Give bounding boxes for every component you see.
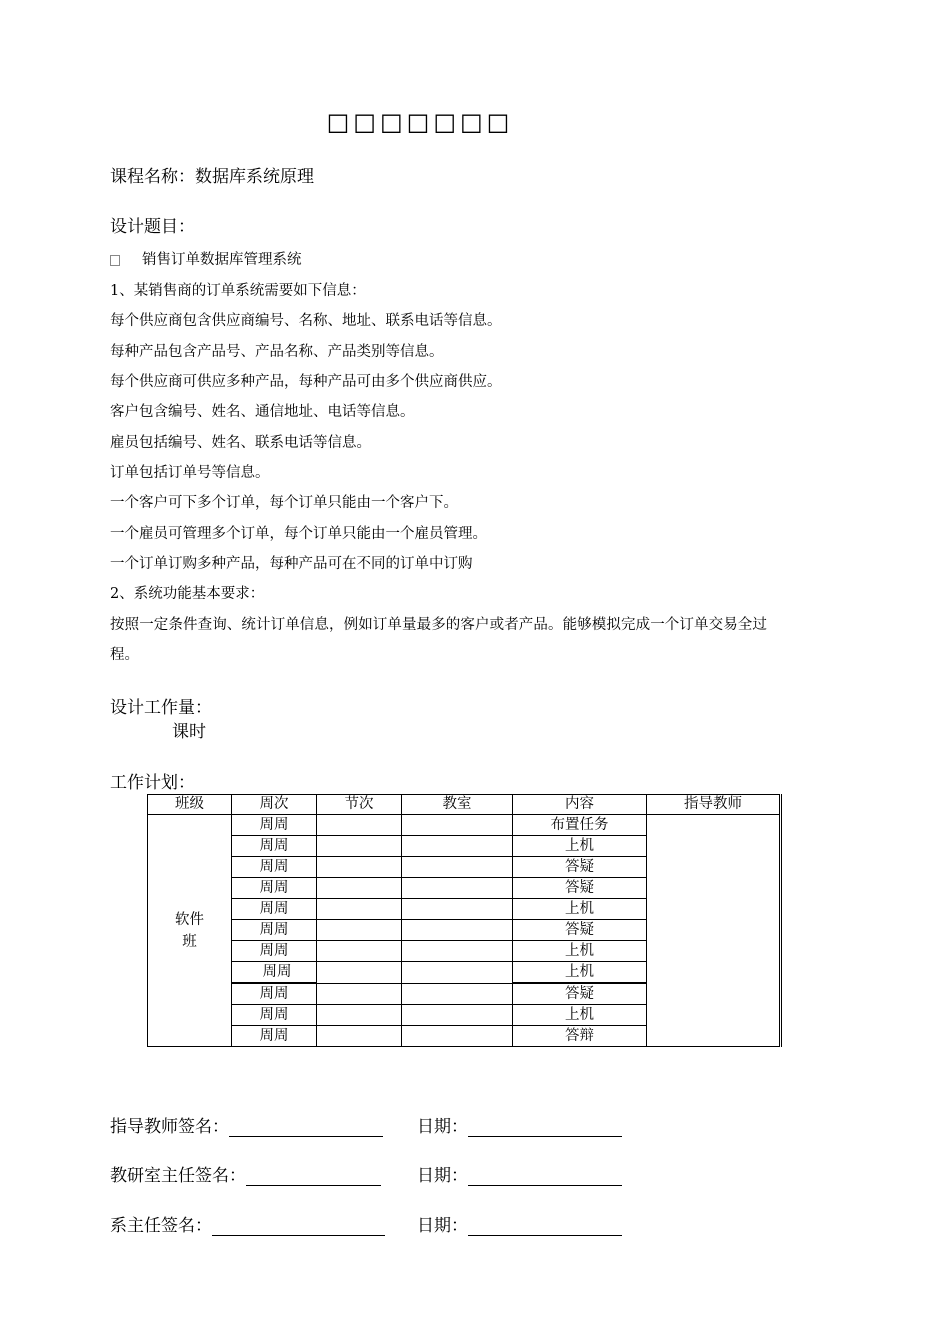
week-cell: 周周	[232, 983, 317, 1005]
topic-line: 一个客户可下多个订单，每个订单只能由一个客户下。	[110, 495, 458, 511]
header-classroom: 教室	[402, 795, 513, 815]
topic-line: 客户包含编号、姓名、通信地址、电话等信息。	[110, 404, 415, 420]
header-week: 周次	[232, 795, 317, 815]
session-cell	[317, 941, 402, 962]
header-instructor: 指导教师	[647, 795, 780, 815]
session-cell	[317, 1005, 402, 1026]
director-signature-field[interactable]	[246, 1165, 381, 1186]
classroom-cell	[402, 962, 513, 984]
topic-line: 每种产品包含产品号、产品名称、产品类别等信息。	[110, 344, 444, 360]
page-title: □□□□□□□	[326, 108, 514, 136]
classroom-cell	[402, 878, 513, 899]
course-value: 数据库系统原理	[195, 167, 314, 187]
session-cell	[317, 983, 402, 1005]
signature-row	[110, 1161, 381, 1186]
week-cell: 周周	[232, 1005, 317, 1026]
topic-line: 按照一定条件查询、统计订单信息，例如订单量最多的客户或者产品。能够模拟完成一个订单交易全过	[110, 617, 767, 633]
dept-head-signature-field[interactable]	[212, 1215, 385, 1236]
classroom-cell	[402, 983, 513, 1005]
classroom-cell	[402, 857, 513, 878]
topic-line: 雇员包括编号、姓名、联系电话等信息。	[110, 435, 371, 451]
topic-line: 2、系统功能基本要求：	[110, 586, 265, 602]
signature-row	[110, 1112, 383, 1137]
classroom-cell	[402, 836, 513, 857]
classroom-cell	[402, 1026, 513, 1047]
week-cell: 周周	[232, 878, 317, 899]
instructor-signature-field[interactable]	[229, 1116, 383, 1137]
table-right-border	[781, 794, 782, 1047]
content-cell: 上机	[513, 962, 647, 984]
week-cell: 周周	[232, 899, 317, 920]
topic-line: 1、某销售商的订单系统需要如下信息：	[110, 283, 366, 299]
week-cell: 周周	[232, 962, 317, 984]
content-cell: 答疑	[513, 878, 647, 899]
design-topic-label: 设计题目：	[110, 217, 195, 237]
classroom-cell	[402, 899, 513, 920]
date-field[interactable]	[468, 1215, 622, 1236]
week-cell: 周周	[232, 1026, 317, 1047]
content-cell: 答疑	[513, 857, 647, 878]
header-class: 班级	[148, 795, 232, 815]
workload-label: 设计工作量：	[110, 698, 212, 718]
table-header-row	[148, 795, 780, 815]
date-label: 日期：	[417, 1166, 468, 1186]
class-name-line: 班	[182, 933, 197, 950]
table-row	[148, 815, 780, 836]
classroom-cell	[402, 815, 513, 836]
project-title-line	[110, 248, 302, 269]
topic-line: 一个雇员可管理多个订单，每个订单只能由一个雇员管理。	[110, 526, 487, 542]
date-label: 日期：	[417, 1117, 468, 1137]
class-name-line: 软件	[175, 911, 204, 928]
session-cell	[317, 836, 402, 857]
week-cell: 周周	[232, 941, 317, 962]
director-signature-label: 教研室主任签名：	[110, 1166, 246, 1186]
content-cell: 答辩	[513, 1026, 647, 1047]
topic-line: 每个供应商包含供应商编号、名称、地址、联系电话等信息。	[110, 313, 502, 329]
classroom-cell	[402, 941, 513, 962]
session-cell	[317, 899, 402, 920]
week-cell: 周周	[232, 857, 317, 878]
work-plan-label: 工作计划：	[110, 773, 195, 793]
workload-value: 课时	[172, 722, 206, 742]
date-field[interactable]	[468, 1165, 622, 1186]
session-cell	[317, 878, 402, 899]
dept-head-signature-label: 系主任签名：	[110, 1216, 212, 1236]
topic-line: 每个供应商可供应多种产品，每种产品可由多个供应商供应。	[110, 374, 502, 390]
project-title: 销售订单数据库管理系统	[142, 252, 302, 268]
content-cell: 布置任务	[513, 815, 647, 836]
content-cell: 上机	[513, 899, 647, 920]
session-cell	[317, 815, 402, 836]
content-cell: 答疑	[513, 920, 647, 941]
signature-row	[110, 1211, 385, 1236]
session-cell	[317, 920, 402, 941]
checkbox-icon	[110, 255, 120, 266]
content-cell: 答疑	[513, 983, 647, 1005]
week-cell: 周周	[232, 815, 317, 836]
date-row	[417, 1112, 622, 1137]
classroom-cell	[402, 920, 513, 941]
header-content: 内容	[513, 795, 647, 815]
class-cell	[148, 815, 232, 1047]
course-label: 课程名称：	[110, 167, 195, 187]
week-cell: 周周	[232, 920, 317, 941]
content-cell: 上机	[513, 836, 647, 857]
topic-line: 一个订单订购多种产品，每种产品可在不同的订单中订购	[110, 556, 473, 572]
session-cell	[317, 962, 402, 984]
work-plan-table	[147, 794, 780, 1047]
header-session: 节次	[317, 795, 402, 815]
instructor-cell	[647, 815, 780, 1047]
date-row	[417, 1211, 622, 1236]
classroom-cell	[402, 1005, 513, 1026]
session-cell	[317, 857, 402, 878]
topic-line: 订单包括订单号等信息。	[110, 465, 270, 481]
instructor-signature-label: 指导教师签名：	[110, 1117, 229, 1137]
content-cell: 上机	[513, 941, 647, 962]
date-field[interactable]	[468, 1116, 622, 1137]
content-cell: 上机	[513, 1005, 647, 1026]
date-row	[417, 1161, 622, 1186]
session-cell	[317, 1026, 402, 1047]
week-cell: 周周	[232, 836, 317, 857]
topic-line: 程。	[110, 647, 139, 663]
course-line	[110, 162, 314, 187]
date-label: 日期：	[417, 1216, 468, 1236]
